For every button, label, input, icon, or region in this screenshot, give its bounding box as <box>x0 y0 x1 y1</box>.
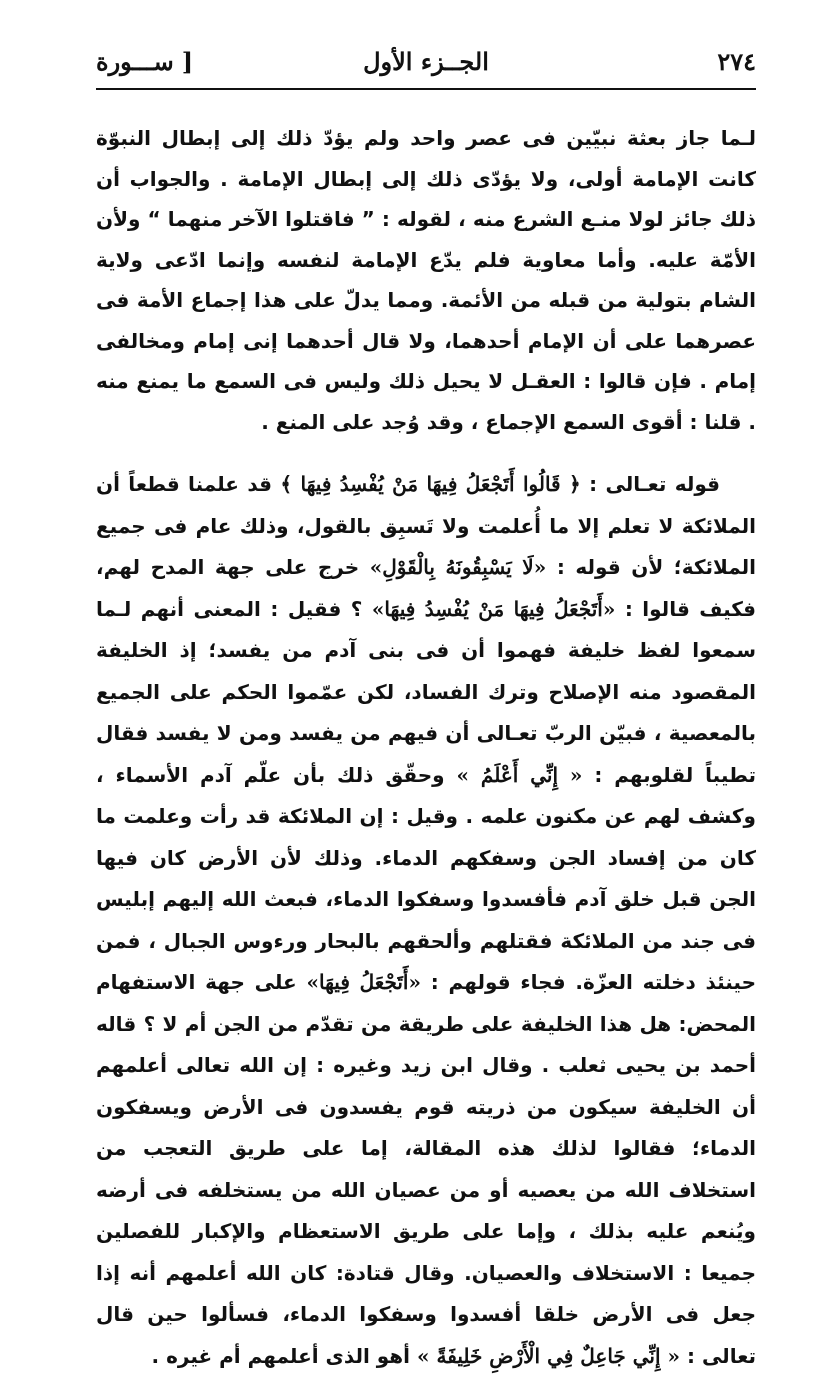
paragraph-2-text: قوله تعـالى : <box>589 472 721 496</box>
paragraph-2 <box>96 464 756 1377</box>
paragraph-2-text: وحقّق ذلك بأن علّم آدم الأسماء ، وكشف لهم عن مكنون علمه . وقيل : إن الملائكة قد رأت وعلمت ما كان من إفساد الجن وسفكهم الدماء. وذلك لأن الأرض كان فيها الجن قبل خلق آدم فأفسدوا وسفكوا الدماء، فبعث الله إليهم إبليس فى جند من الملائكة فقتلهم وألحقهم بالبحار ورءوس الجبال ، فمن حينئذ دخلته العزّة. فجاء قولهم : <box>96 762 757 994</box>
paragraph-1: لـما جاز بعثة نبيّين فى عصر واحد ولم يؤدّ ذلك إلى إبطال النبوّة كانت الإمامة أولى، ولا يؤدّى ذلك إلى إبطال الإمامة . والجواب أن ذلك جائز لولا منـع الشرع منه ، لقوله : ” فاقتلوا الآخر منهما “ ولأن الأمّة عليه. وأما معاوية فلم يدّع الإمامة لنفسه وإنما ادّعى ولاية الشام بتولية من قبله من الأئمة. ومما يدلّ على هذا إجماع الأمة فى عصرهما على أن الإمام أحدهما، ولا قال أحدهما إنى إمام ومخالفى إمام . فإن قالوا : العقـل لا يحيل ذلك وليس فى السمع ما يمنع منه . قلنا : أقوى السمع الإجماع ، وقد وُجد على المنع . <box>96 126 756 434</box>
quran-quote: «أَتَجْعَلُ فِيهَا» <box>306 970 421 994</box>
paragraph-2-text: على جهة الاستفهام المحض: هل هذا الخليفة على طريقة من تقدّم من الجن أم لا ؟ قاله أحمد بن يحيى ثعلب . وقال ابن زيد وغيره : إن الله تعالى أعلمهم أن الخليفة سيكون من ذريته قوم يفسدون فى الأرض ويسفكون الدماء؛ فقالوا لذلك هذه المقالة، إما على طريق التعجب من استخلاف الله من يعصيه أو من عصيان الله من يستخلفه فى أرضه ويُنعم عليه بذلك ، وإما على طريق الاستعظام والإكبار للفصلين جميعا : الاستخلاف والعصيان. وقال قتادة: كان الله أعلمهم أنه إذا جعل فى الأرض خلقا أفسدوا وسفكوا الدماء، فسألوا حين قال تعالى : <box>96 970 756 1368</box>
header-rule <box>96 88 756 90</box>
paragraph-2-text: أهو الذى أعلمهم أم غيره . <box>151 1343 411 1368</box>
paragraph-2-text: ؟ فقيل : المعنى أنهم لـما سمعوا لفظ خليفة فهموا أن فى بنى آدم من يفسد؛ إذ الخليفة المقصود منه الإصلاح وترك الفساد، لكن عمّموا الحكم على الجميع بالمعصية ، فبيّن الربّ تعـالى أن فيهم من يفسد ومن لا يفسد فقال تطيباً لقلوبهم : <box>96 596 756 787</box>
surah-bracket: [ <box>181 47 194 76</box>
surah-label <box>96 44 193 80</box>
quran-quote: «أَتَجْعَلُ فِيهَا مَنْ يُفْسِدُ فِيهَا» <box>371 596 616 621</box>
page-number: ٢٧٤ <box>717 47 756 76</box>
paragraph-2-text: خرج على جهة المدح لهم، فكيف قالوا : <box>96 555 756 621</box>
quran-quote: « إِنِّي أَعْلَمُ » <box>456 762 583 787</box>
quran-quote: «لَا يَسْبِقُونَهُ بِالْقَوْلِ» <box>369 555 547 579</box>
page-header <box>96 44 756 86</box>
quran-quote: ﴿ قَالُوا أَتَجْعَلُ فِيهَا مَنْ يُفْسِدُ فِيهَا ﴾ <box>280 472 581 496</box>
page-body <box>96 118 756 1377</box>
paragraph-2-text: قد علمنا قطعاً أن الملائكة لا تعلم إلا ما أُعلمت ولا تَسبِق بالقول، وذلك عام فى جميع الملائكة؛ لأن قوله : <box>96 472 757 579</box>
surah-label-text: ســـورة <box>96 47 174 76</box>
quran-quote: « إِنِّي جَاعِلٌ فِي الْأَرْضِ خَلِيفَةً » <box>417 1343 681 1368</box>
running-title: الجــزء الأول <box>363 47 489 76</box>
